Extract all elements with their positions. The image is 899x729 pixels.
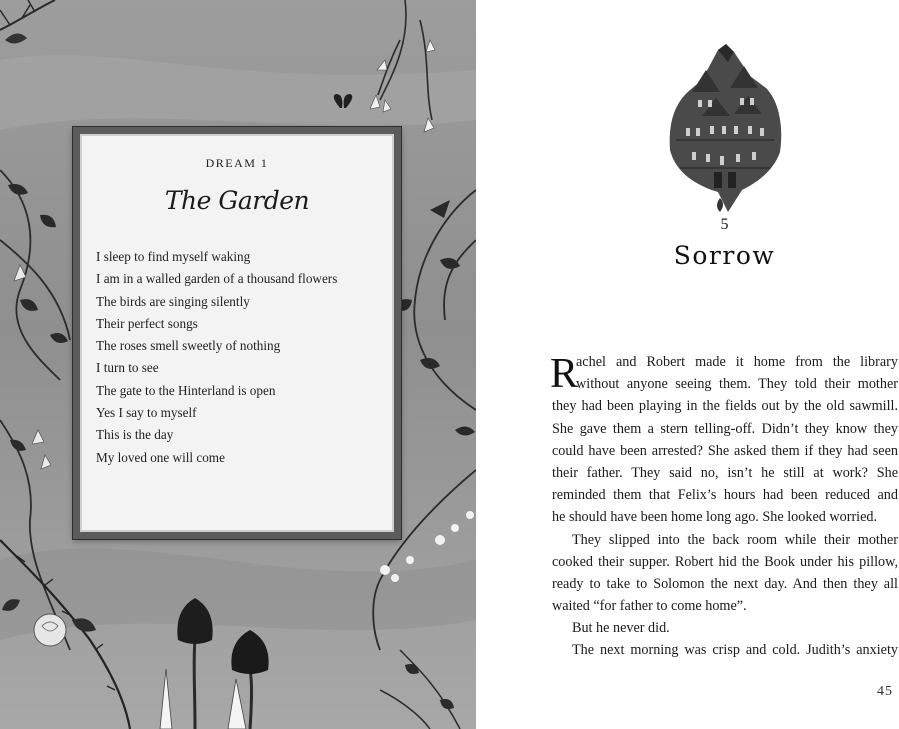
text-line: But he never did. [572, 620, 670, 637]
text-right-page [476, 0, 899, 729]
text-line: achel and Robert made it home from the library [576, 354, 898, 370]
chapter-number: 5 [720, 216, 729, 233]
chapter-body [552, 351, 898, 662]
text-line: their father. They said no, isn’t he still at work? She [552, 464, 898, 481]
text-line: They slipped into the back room while their mother [572, 531, 898, 548]
poem-lines [96, 246, 386, 469]
poem-line: This is the day [96, 427, 174, 443]
castle-emblem-icon [662, 40, 788, 215]
text-line: they had been playing in the fields out by the old sawmill. [552, 398, 898, 415]
text-line: could have been arrested? She asked them if they had seen [552, 442, 898, 459]
poem-line: My loved one will come [96, 449, 225, 465]
poem-frame [73, 127, 401, 539]
poem-line: The birds are singing silently [96, 293, 250, 309]
text-line: She gave them a stern telling-off. Didn’t they know they [552, 420, 898, 437]
text-line: ready to take to Solomon the next day. And then they all [552, 575, 898, 592]
chapter-title: Sorrow [673, 241, 776, 270]
text-line: reminded them that Felix’s hours had been reduced and [552, 487, 898, 504]
page-number: 45 [877, 684, 893, 699]
text-line: waited “for father to come home”. [552, 598, 747, 615]
poem-line: Yes I say to myself [96, 405, 197, 421]
poem-title: The Garden [164, 186, 310, 215]
text-line: without anyone seeing them. They told their mother [576, 376, 898, 393]
text-line: cooked their supper. Robert hid the Book under his pillow, [552, 553, 898, 570]
poem-line: I turn to see [96, 360, 159, 376]
poem-line: I am in a walled garden of a thousand flowers [96, 271, 338, 287]
poem-line: The roses smell sweetly of nothing [96, 338, 281, 354]
text-line: he should have been home long ago. She looked worried. [552, 509, 878, 526]
text-line: The next morning was crisp and cold. Judith’s anxiety [572, 642, 898, 659]
poem-line: I sleep to find myself waking [96, 249, 251, 264]
poem-line: The gate to the Hinterland is open [96, 382, 276, 398]
poem-kicker: DREAM 1 [205, 156, 269, 170]
poem-line: Their perfect songs [96, 315, 198, 331]
drop-cap: R [550, 351, 579, 397]
